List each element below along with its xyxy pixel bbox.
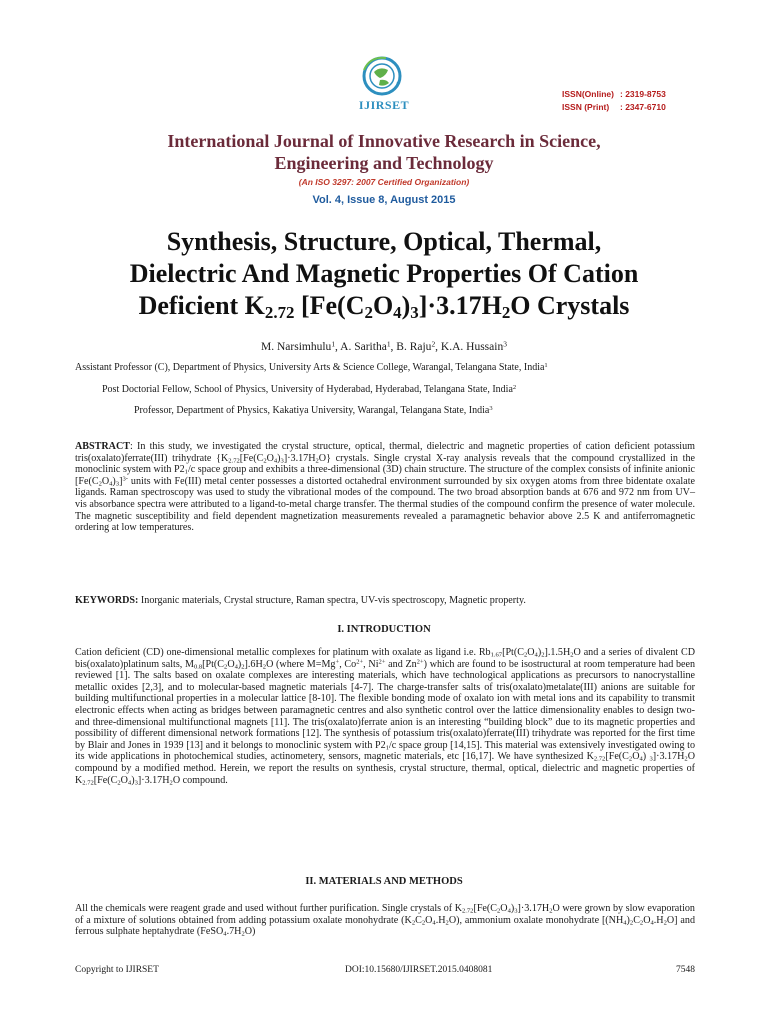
author-name: K.A. Hussain: [440, 341, 504, 353]
keywords-text: Inorganic materials, Crystal structure, Raman spectra, UV-vis spectroscopy, Magnetic property.: [140, 595, 526, 606]
volume-issue: Vol. 4, Issue 8, August 2015: [312, 194, 456, 206]
footer-doi: DOI:10.15680/IJIRSET.2015.0408081: [345, 965, 493, 975]
methods-text: All the chemicals were reagent grade and used without further purification. Single crystals of $K_{2.72}[Fe(C_2O_4)_3]\cdot 3.17H_2O$ were grown by slow evaporation of a mixture of solutions obtained from adding potassium oxalate monohydrate $(K_2C_2O_4.H_2O)$, ammonium oxalate monohydrate $[(NH_4)_2C_2O_4.H_2O]$ and ferrous sulphate heptahydrate $(FeSO_4.7H_2O)$: [75, 903, 696, 938]
author-name: M. Narsimhulu: [261, 341, 332, 353]
author-name: B. Raju: [396, 341, 432, 353]
abstract: ABSTRACT: In this study, we investigated the crystal structure, optical, thermal, dielectric and magnetic properties of cation deficient potassium tris(oxalato)ferrate(III) trihydrate $\{K_{2.72}[Fe(C_2O_4)_3]\cdot 3.17H_2O\}$ crystals. Single crystal X-ray analysis reveals that the compound crystallized in the monoclinic system with $P2_1/c$ space group and exhibits a three-dimensional (3D) chain structure. The structure of the complex consists of infinite anionic $[Fe(C_2O_4)_3]^{3-}$ units with Fe(III) metal center possesses a distorted octahedral environment surrounded by six oxygen atoms from three bidentate oxalate ligands. Raman spectroscopy was used to study the vibrational modes of the compound. The two broad absorption bands at 676 and 972 nm from UV–vis absorbance spectra were attributed to a ligand-to-metal charge transfer. The thermal studies of the compound confirm the presence of water molecule. The magnetic susceptibility and field dependent magnetization measurements revealed a paramagnetic behavior above 2.5 K and antiferromagnetic ordering at low temperatures.: [75, 441, 695, 534]
section-heading-materials-methods: II. MATERIALS AND METHODS: [305, 876, 463, 887]
author-name: A. Saritha: [340, 341, 387, 353]
section-heading-introduction: I. INTRODUCTION: [337, 624, 431, 635]
footer-copyright: Copyright to IJIRSET: [75, 965, 159, 975]
issn-online-value: : 2319-8753: [620, 89, 666, 99]
journal-line-1: International Journal of Innovative Research in Science,: [167, 131, 601, 151]
abstract-label: ABSTRACT: [75, 441, 130, 452]
introduction-text: Cation deficient (CD) one-dimensional metallic complexes for platinum with oxalate as ligand i.e. $Rb_{1.67}[Pt(C_2O_4)_2].1.5H_2O$ and a series of divalent CD bis(oxalato)platinum salts, $M_{0.8}[Pt(C_2O_4)_2].6H_2O$ (where M=Mg+, $Co^{2+}$, $Ni^{2+}$ and $Zn^{2+}$) which are found to be isostructural at room temperature had been reviewed [1]. The salts based on oxalate complexes are interesting materials, which have technological applications as precursors to nanocrystalline metallic oxides [2,3], and to molecular-based magnetic materials [4-7]. The charge-transfer salts of tris(oxalato)metalate(III) anions are suitable for building multifunctional properties in a molecular lattice [8-10]. The flexible bonding mode of oxalato ion with metal ions and its capability to transmit electronic effects when acting as bridges between paramagnetic centres and also synthetic control over the lattice dimensionality enables to design two- and three-dimensional multifunctional magnets [11]. The tris(oxalato)ferrate anion is an interesting “building block” due to its magnetic properties and possibility of different dimensional network formations [12]. The synthesis of potassium tris(oxalato)ferrate(III) trihydrate was reported for the first time by Blair and Jones in 1939 [13] and it belongs to monoclinic system with $P2_1/c$ space group [14,15]. This material was extensively investigated owing to its wide applications in photochemical studies, actinometery, sensors, magnetic materials, etc [16,17]. We have synthesized $K_{2.72}[Fe(C_2O_4)$ $_3]\cdot 3.17H_2O$ compound by a modified method. Herein, we report the results on synthesis, crystal structure, thermal, optical, dielectric and magnetic properties of $K_{2.72}[Fe(C_2O_4)_3]\cdot 3.17H_2O$ compound.: [75, 647, 696, 787]
paper-title: [40, 226, 728, 322]
affiliation-2: Post Doctorial Fellow, School of Physics, University of Hyderabad, Hyderabad, Telangana State, India$^2$: [102, 383, 517, 395]
title-line-1: Synthesis, Structure, Optical, Thermal,: [166, 227, 602, 256]
issn-print-label: ISSN (Print): [562, 102, 610, 112]
affiliation-1: Assistant Professor (C), Department of Physics, University Arts & Science College, Warangal, Telangana State, India$^1$: [75, 361, 548, 373]
journal-name: [0, 130, 768, 174]
journal-line-2: Engineering and Technology: [274, 153, 494, 173]
author-list: M. Narsimhulu$^1$, A. Saritha$^1$, B. Raju$^2$, K.A. Hussain$^3$: [261, 339, 507, 353]
page-footer: [75, 965, 695, 975]
logo-text: IJIRSET: [358, 98, 410, 112]
issn-online-label: ISSN(Online): [562, 89, 614, 99]
issn-print-value: : 2347-6710: [620, 102, 666, 112]
keywords: [75, 595, 695, 607]
issn-block: [562, 88, 666, 114]
footer-page-number: 7548: [676, 965, 695, 975]
affiliation-3: Professor, Department of Physics, Kakatiya University, Warangal, Telangana State, India$^3$: [134, 404, 493, 416]
title-line-3: Deficient $K_{2.72}$ $[Fe(C_2O_4)_3]\cdot 3.17H_2O$ Crystals: [138, 291, 630, 323]
keywords-label: KEYWORDS:: [75, 595, 139, 606]
iso-certification: (An ISO 3297: 2007 Certified Organization): [298, 177, 470, 187]
title-line-2: Dielectric And Magnetic Properties Of Cation: [129, 259, 639, 288]
